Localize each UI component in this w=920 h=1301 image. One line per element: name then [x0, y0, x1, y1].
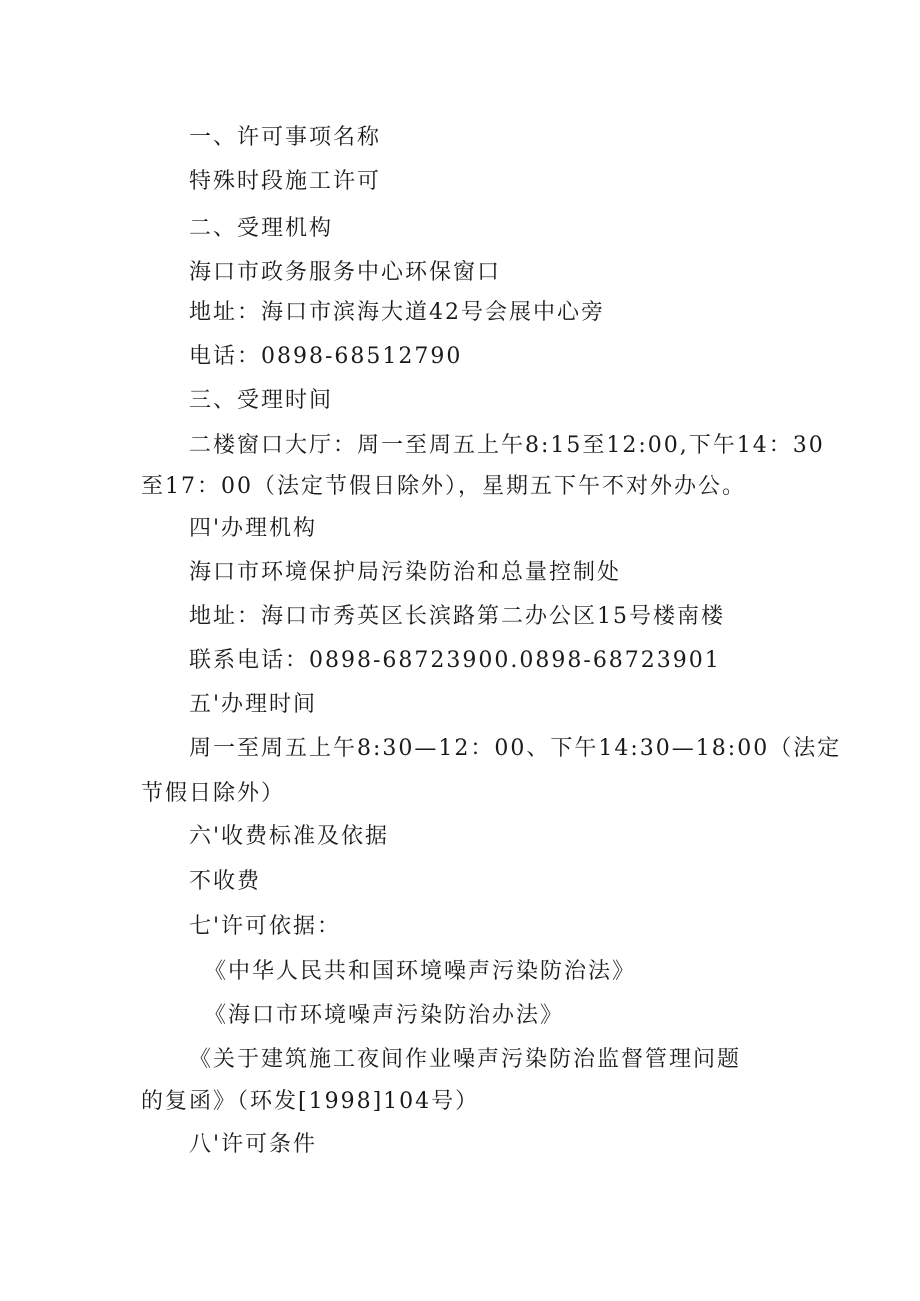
section-heading-permit-name: 一、许可事项名称 — [189, 125, 382, 150]
accepting-hours-line-2: 至17：00（法定节假日除外），星期五下午不对外办公。 — [141, 474, 746, 499]
legal-basis-item-1: 《中华人民共和国环境噪声污染防治法》 — [204, 959, 637, 984]
section-heading-accepting-agency: 二、受理机构 — [189, 216, 334, 241]
section-heading-handling-hours: 五'办理时间 — [189, 692, 318, 717]
section-heading-permit-conditions: 八'许可条件 — [189, 1132, 318, 1157]
section-heading-fees: 六'收费标准及依据 — [189, 824, 390, 849]
handling-hours-line-1: 周一至周五上午8:30—12：00、下午14:30—18:00（法定 — [189, 736, 842, 761]
accepting-agency-phone: 电话：0898-68512790 — [189, 344, 463, 369]
handling-agency-phone: 联系电话：0898-68723900.0898-68723901 — [189, 648, 721, 673]
section-heading-legal-basis: 七'许可依据： — [189, 914, 342, 939]
legal-basis-item-2: 《海口市环境噪声污染防治办法》 — [204, 1003, 565, 1028]
legal-basis-item-3-line-1: 《关于建筑施工夜间作业噪声污染防治监督管理问题 — [189, 1047, 742, 1072]
accepting-agency-name: 海口市政务服务中心环保窗口 — [189, 260, 502, 285]
section-heading-accepting-hours: 三、受理时间 — [189, 388, 334, 413]
handling-agency-address: 地址：海口市秀英区长滨路第二办公区15号楼南楼 — [189, 604, 725, 629]
handling-agency-name: 海口市环境保护局污染防治和总量控制处 — [189, 560, 622, 585]
accepting-hours-line-1: 二楼窗口大厅：周一至周五上午8:15至12:00,下午14：30 — [189, 433, 825, 458]
accepting-agency-address: 地址：海口市滨海大道42号会展中心旁 — [189, 300, 605, 325]
section-heading-handling-agency: 四'办理机构 — [189, 516, 318, 541]
handling-hours-line-2: 节假日除外） — [141, 781, 286, 806]
legal-basis-item-3-line-2: 的复函》（环发[1998]104号） — [141, 1089, 480, 1114]
fees-text: 不收费 — [189, 869, 262, 894]
permit-name-text: 特殊时段施工许可 — [189, 169, 382, 194]
